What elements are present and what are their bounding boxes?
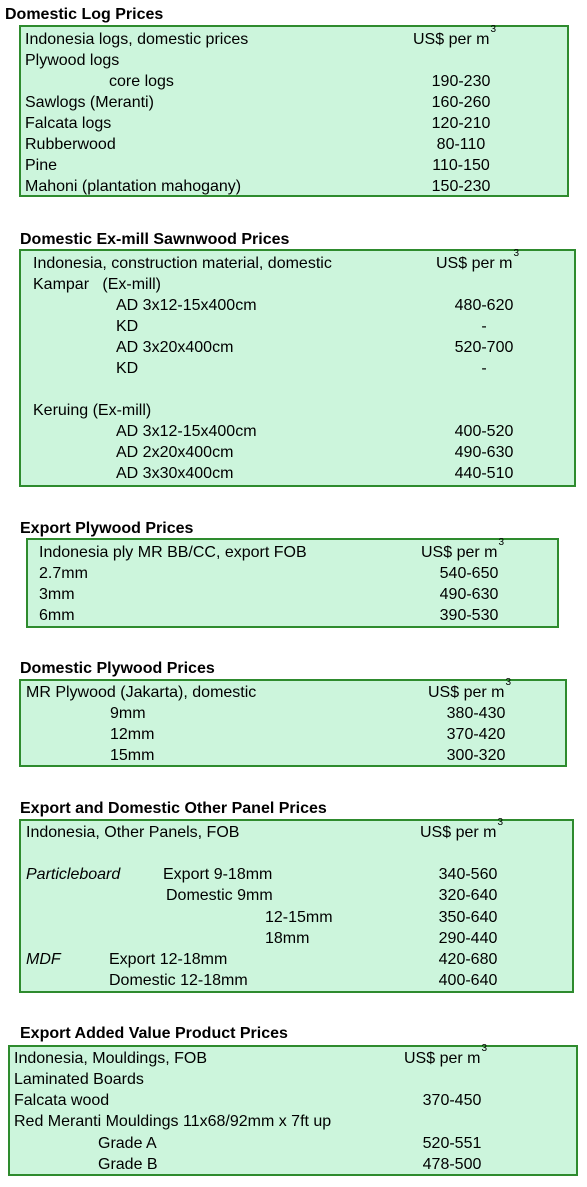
table-header	[10, 1042, 576, 1069]
header-label: Indonesia logs, domestic prices	[25, 31, 249, 48]
table-row: 3mm 490-630	[39, 586, 499, 603]
table-row: 15mm 300-320	[110, 747, 506, 764]
table-header	[21, 816, 572, 843]
table-row: Falcata logs 120-210	[25, 115, 491, 132]
table-row: Pine 110-150	[25, 157, 490, 174]
header-label: Indonesia, Other Panels, FOB	[26, 824, 240, 841]
table-row: Domestic 9mm 320-640	[166, 887, 498, 904]
section-title: Domestic Plywood Prices	[20, 660, 215, 677]
header-label: Indonesia, construction material, domestic	[33, 255, 332, 272]
section-title: Export Added Value Product Prices	[20, 1025, 288, 1042]
unit-label: US$ per $m^3$	[413, 23, 497, 48]
table-row: Red Meranti Mouldings 11x68/92mm x 7ft up	[14, 1113, 332, 1130]
table-row: 12-15mm 350-640	[265, 909, 498, 926]
unit-label: US$ per $m^3$	[404, 1042, 488, 1067]
header-label: Indonesia ply MR BB/CC, export FOB	[39, 544, 307, 561]
table-row: Grade B 478-500	[98, 1156, 482, 1173]
section-title: Export Plywood Prices	[20, 520, 194, 537]
table-header	[21, 676, 565, 703]
table-row: Sawlogs (Meranti) 160-260	[25, 94, 491, 111]
other-panel-table	[19, 816, 574, 993]
unit-label: US$ per $m^3$	[420, 816, 504, 841]
export-plywood-table	[26, 538, 559, 628]
table-row: Rubberwood 80-110	[25, 136, 486, 153]
unit-label: US$ per $m^3$	[421, 536, 505, 561]
table-row: 2.7mm 540-650	[39, 565, 499, 582]
table-row: AD 3x30x400cm 440-510	[116, 465, 514, 482]
table-row: Laminated Boards	[14, 1071, 144, 1088]
domestic-plywood-table	[19, 676, 567, 767]
table-row: MDF Export 12-18mm 420-680	[26, 951, 498, 968]
table-row: AD 3x12-15x400cm 400-520	[116, 423, 514, 440]
table-row: Grade A 520-551	[98, 1135, 482, 1152]
table-row: core logs 190-230	[109, 73, 491, 90]
unit-label: US$ per $m^3$	[428, 676, 512, 701]
table-row: Kampar (Ex-mill)	[33, 276, 162, 293]
table-header	[21, 247, 574, 274]
table-row: AD 3x20x400cm 520-700	[116, 339, 514, 356]
table-header	[28, 536, 557, 563]
table-row: AD 2x20x400cm 490-630	[116, 444, 514, 461]
table-row: 9mm 380-430	[110, 705, 506, 722]
table-row: 12mm 370-420	[110, 726, 506, 743]
section-title: Domestic Ex-mill Sawnwood Prices	[20, 231, 290, 248]
header-label: Indonesia, Mouldings, FOB	[14, 1050, 207, 1067]
table-row: Falcata wood 370-450	[14, 1092, 482, 1109]
table-row: 6mm 390-530	[39, 607, 499, 624]
sawnwood-prices-table	[19, 249, 576, 487]
header-label: MR Plywood (Jakarta), domestic	[26, 684, 257, 701]
table-header	[21, 23, 567, 50]
table-row: KD -	[116, 318, 487, 335]
table-row: Particleboard Export 9-18mm 340-560	[26, 866, 498, 883]
table-row: Keruing (Ex-mill)	[33, 402, 152, 419]
section-title: Export and Domestic Other Panel Prices	[20, 800, 327, 817]
table-row: Domestic 12-18mm 400-640	[109, 972, 498, 989]
added-value-table	[8, 1042, 578, 1176]
section-title: Domestic Log Prices	[5, 6, 164, 23]
unit-label: US$ per $m^3$	[436, 247, 520, 272]
table-row: KD -	[116, 360, 487, 377]
log-prices-table	[19, 25, 569, 197]
table-row: Plywood logs	[25, 52, 120, 69]
table-row: Mahoni (plantation mahogany) 150-230	[25, 178, 491, 195]
table-row: 18mm 290-440	[265, 930, 498, 947]
table-row: AD 3x12-15x400cm 480-620	[116, 297, 514, 314]
